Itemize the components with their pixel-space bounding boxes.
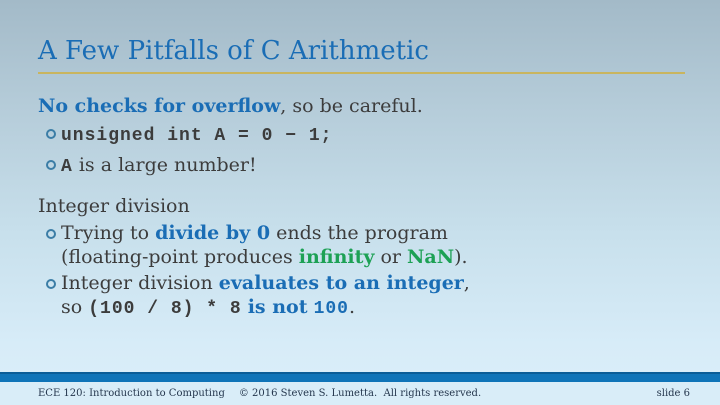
divide-by-zero-line1 <box>61 221 468 245</box>
footer <box>0 382 720 405</box>
text-segment: or <box>374 246 408 268</box>
footer-copyright: © 2016 Steven S. Lumetta. All rights reserved. <box>238 388 482 399</box>
text-segment: ). <box>454 246 468 268</box>
overflow-heading-emphasis: No checks for overflow <box>38 95 281 117</box>
nan-emphasis: NaN <box>407 246 455 268</box>
text-segment: Trying to <box>61 222 156 244</box>
footer-slide-number: slide 6 <box>656 388 690 399</box>
evaluates-emphasis: evaluates to an integer <box>218 272 464 294</box>
circle-bullet-icon <box>46 229 56 239</box>
division-heading: Integer division <box>38 195 190 217</box>
bullet-divide-by-zero <box>46 221 668 269</box>
code-expression: (100 / 8) * 8 <box>88 299 242 319</box>
slide-body <box>38 93 668 323</box>
text-segment: so <box>61 296 89 318</box>
overflow-heading <box>38 93 668 119</box>
text-segment: . <box>348 296 356 318</box>
footer-accent-bar <box>0 372 720 382</box>
title-underline <box>38 72 685 74</box>
divide-by-zero-emphasis: divide by 0 <box>155 222 271 244</box>
infinity-emphasis: infinity <box>298 246 375 268</box>
circle-bullet-icon <box>46 279 56 289</box>
circle-bullet-icon <box>46 160 56 170</box>
overflow-heading-rest: , so be careful. <box>280 95 423 117</box>
text-segment: (floating-point produces <box>61 246 299 268</box>
bullet-large-number <box>46 152 668 181</box>
integer-result-line1 <box>61 271 470 295</box>
slide-title: A Few Pitfalls of C Arithmetic <box>38 36 429 66</box>
text-segment: Integer division <box>61 272 219 294</box>
is-not-emphasis: is not <box>247 296 308 318</box>
integer-result-line2 <box>61 295 470 321</box>
text-segment: , <box>463 272 470 294</box>
footer-course-name: ECE 120: Introduction to Computing <box>38 388 225 399</box>
bullet-unsigned-code <box>46 121 668 150</box>
circle-bullet-icon <box>46 129 56 139</box>
bullet-integer-result <box>46 271 668 321</box>
large-number-text: is a large number! <box>72 154 257 176</box>
divide-by-zero-line2 <box>61 245 468 269</box>
code-unsigned-int: unsigned int A = 0 − 1; <box>61 126 333 146</box>
text-segment: ends the program <box>270 222 448 244</box>
code-variable-a: A <box>61 157 73 177</box>
code-100: 100 <box>313 299 349 319</box>
